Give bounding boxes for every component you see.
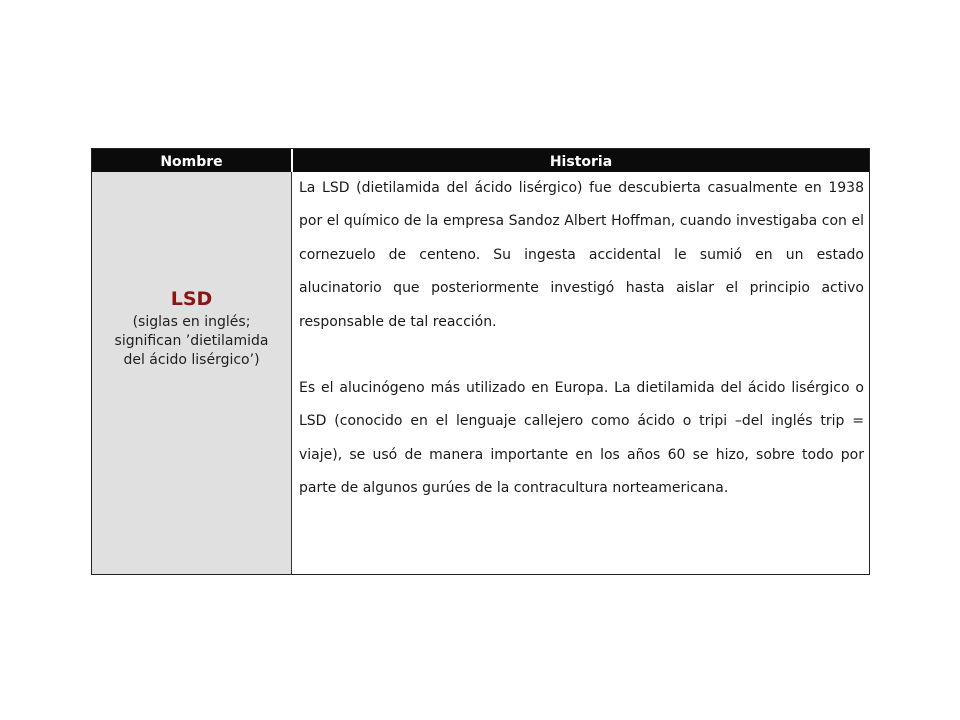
history-cell <box>299 172 864 574</box>
name-block <box>92 286 291 370</box>
drug-name-note-line-2: significan ’dietilamida <box>114 333 269 349</box>
table-header-row <box>92 149 869 172</box>
drug-name-note-line-3: del ácido lisérgico’) <box>123 352 260 368</box>
history-paragraph-2: Es el alucinógeno más utilizado en Europa. La dietilamida del ácido lisérgico o LSD (conocido en el lenguaje callejero como ácido o tripi –del inglés trip = viaje), se usó de manera importante en los años 60 se hizo, sobre todo por parte de algunos gurúes de la contracultura norteamericana. <box>299 380 864 497</box>
drug-name: LSD <box>170 288 213 310</box>
name-cell <box>92 172 292 574</box>
header-history: Historia <box>549 154 613 170</box>
header-name: Nombre <box>160 154 223 170</box>
drug-name-note-line-1: (siglas en inglés; <box>132 314 251 330</box>
history-paragraph-1: La LSD (dietilamida del ácido lisérgico) fue descubierta casualmente en 1938 por el químico de la empresa Sandoz Albert Hoffman, cuando investigaba con el cornezuelo de centeno. Su ingesta accidental le sumió en un estado alucinatorio que posteriormente investigó hasta aislar el principio activo responsable de tal reacción. <box>299 180 864 330</box>
drug-info-table <box>91 148 870 575</box>
